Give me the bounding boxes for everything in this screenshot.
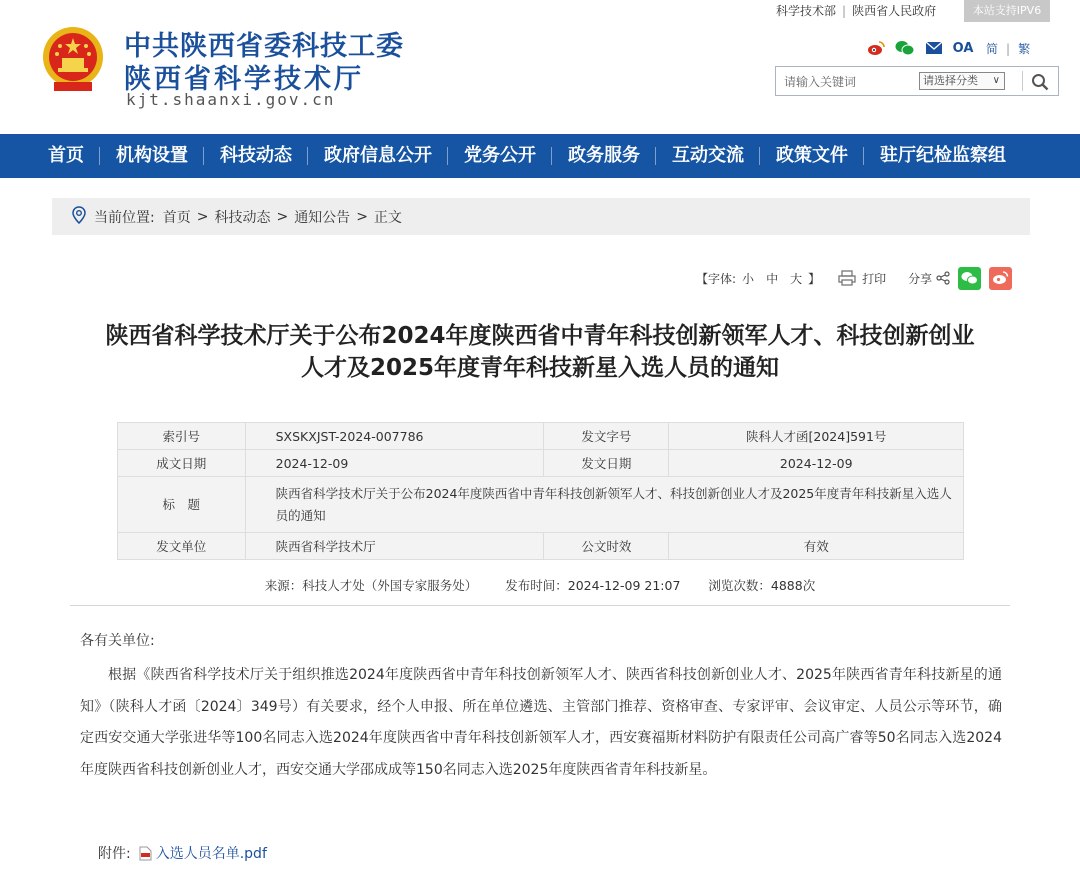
breadcrumb (52, 198, 1030, 235)
font-size-medium[interactable]: 中 (766, 271, 779, 286)
oa-icon[interactable]: OA (952, 40, 974, 56)
issuing-unit-label: 发文单位 (118, 533, 246, 560)
location-pin-icon (72, 206, 86, 228)
share-weibo-button[interactable] (989, 267, 1012, 290)
search-button[interactable] (1027, 71, 1053, 93)
social-links (866, 38, 1030, 58)
nav-gov-services[interactable]: 政务服务 (552, 134, 656, 178)
site-title-line1[interactable]: 中共陕西省委科技工委 (124, 31, 404, 62)
breadcrumb-label: 当前位置: (94, 209, 155, 226)
docno-value: 陕科人才函[2024]591号 (669, 423, 964, 450)
issued-date-value: 2024-12-09 (669, 450, 964, 477)
language-switch (986, 40, 1030, 57)
issued-date-label: 发文日期 (544, 450, 669, 477)
nav-party-affairs[interactable]: 党务公开 (448, 134, 552, 178)
article-publish-time: 发布时间：2024-12-09 21:07 (505, 578, 681, 593)
search-divider (1022, 71, 1023, 91)
article-view-count: 浏览次数：4888次 (708, 578, 816, 593)
nav-organization[interactable]: 机构设置 (100, 134, 204, 178)
print-label: 打印 (862, 271, 887, 286)
breadcrumb-separator: > (356, 208, 368, 225)
nav-interaction[interactable]: 互动交流 (656, 134, 760, 178)
share-icon (936, 271, 950, 285)
table-row (118, 533, 964, 560)
table-row (118, 450, 964, 477)
category-select[interactable] (919, 72, 1005, 90)
created-date-label: 成文日期 (118, 450, 246, 477)
weibo-icon[interactable] (866, 39, 886, 57)
main-nav (0, 134, 1080, 178)
article-salutation: 各有关单位: (80, 633, 155, 649)
attachment-link[interactable]: 入选人员名单.pdf (155, 846, 267, 862)
created-date-value: 2024-12-09 (245, 450, 544, 477)
article-title-line1: 陕西省科学技术厅关于公布2024年度陕西省中青年科技创新领军人才、科技创新创业 (105, 323, 975, 349)
weibo-icon (992, 271, 1009, 285)
table-row (118, 423, 964, 450)
share-label: 分享 (908, 271, 933, 286)
article-title (70, 320, 1010, 384)
article-meta (70, 576, 1010, 594)
breadcrumb-home[interactable]: 首页 (162, 209, 191, 226)
breadcrumb-sci-tech-news[interactable]: 科技动态 (214, 209, 271, 226)
docno-label: 发文字号 (544, 423, 669, 450)
chevron-down-icon: ∨ (992, 75, 1000, 86)
index-label: 索引号 (118, 423, 246, 450)
printer-icon (838, 270, 856, 286)
category-select-value: 请选择分类 (923, 74, 978, 87)
validity-value: 有效 (669, 533, 964, 560)
breadcrumb-separator: > (196, 208, 209, 225)
site-domain: kjt.shaanxi.gov.cn (126, 90, 336, 109)
ipv6-badge: 本站支持IPV6 (964, 0, 1050, 22)
document-info-table (117, 422, 964, 560)
national-emblem-icon[interactable] (40, 24, 106, 94)
subject-value: 陕西省科学技术厅关于公布2024年度陕西省中青年科技创新领军人才、科技创新创业人才及2025年度青年科技新星入选人员的通知 (245, 477, 963, 533)
pdf-file-icon (139, 846, 152, 861)
wechat-icon[interactable] (895, 39, 915, 57)
mail-icon[interactable] (924, 39, 944, 57)
site-title-line2[interactable]: 陕西省科学技术厅 (124, 64, 364, 95)
index-value: SXSKXJST-2024-007786 (245, 423, 544, 450)
print-button[interactable] (838, 270, 886, 287)
lang-simplified[interactable]: 简 (986, 41, 999, 56)
search-box (775, 66, 1059, 96)
top-links (776, 2, 936, 19)
lang-traditional[interactable]: 繁 (1018, 41, 1031, 56)
search-icon (1031, 73, 1049, 91)
attachment-label: 附件: (98, 846, 131, 862)
share-wechat-button[interactable] (958, 267, 981, 290)
link-separator: | (842, 3, 847, 18)
search-input[interactable] (784, 73, 904, 91)
wechat-icon (961, 271, 978, 285)
article-source: 来源：科技人才处（外国专家服务处） (264, 578, 478, 593)
attachment (98, 843, 267, 863)
font-size-small[interactable]: 小 (742, 271, 755, 286)
breadcrumb-notices[interactable]: 通知公告 (294, 209, 351, 226)
nav-sci-tech-news[interactable]: 科技动态 (204, 134, 308, 178)
article-title-line2: 人才及2025年度青年科技新星入选人员的通知 (300, 355, 779, 381)
nav-gov-info[interactable]: 政府信息公开 (308, 134, 448, 178)
lang-separator: | (1006, 41, 1011, 56)
breadcrumb-separator: > (276, 208, 289, 225)
link-most[interactable]: 科学技术部 (776, 4, 837, 18)
divider (70, 605, 1010, 606)
site-header (0, 0, 1080, 134)
nav-discipline-inspection[interactable]: 驻厅纪检监察组 (880, 145, 1006, 166)
subject-label: 标 题 (118, 477, 246, 533)
nav-home[interactable]: 首页 (32, 134, 100, 178)
font-size-large[interactable]: 大 (790, 271, 803, 286)
issuing-unit-value: 陕西省科学技术厅 (245, 533, 544, 560)
article-tools (696, 266, 1012, 290)
nav-policy-docs[interactable]: 政策文件 (760, 134, 864, 178)
breadcrumb-current: 正文 (373, 209, 402, 226)
table-row (118, 477, 964, 533)
font-size-label: 【字体: (696, 271, 737, 286)
article-body-paragraph: 根据《陕西省科学技术厅关于组织推选2024年度陕西省中青年科技创新领军人才、陕西省科技创新创业人才、2025年陕西省青年科技新星的通知》（陕科人才函〔2024〕349号）有关要求，经个人申报、所在单位遴选、主管部门推荐、资格审查、专家评审、会议审定、人员公示等环节，确定西安交通大学张进华等100名同志入选2024年度陕西省中青年科技创新领军人才，西安赛福斯材料防护有限责任公司高广睿等50名同志入选2024年度陕西省科技创新创业人才，西安交通大学邵成成等150名同志入选2025年度陕西省青年科技新星。 (80, 667, 1002, 778)
validity-label: 公文时效 (544, 533, 669, 560)
share-area (908, 267, 1012, 290)
font-size-close: 】 (808, 271, 821, 286)
link-provincial-gov[interactable]: 陕西省人民政府 (852, 4, 937, 18)
